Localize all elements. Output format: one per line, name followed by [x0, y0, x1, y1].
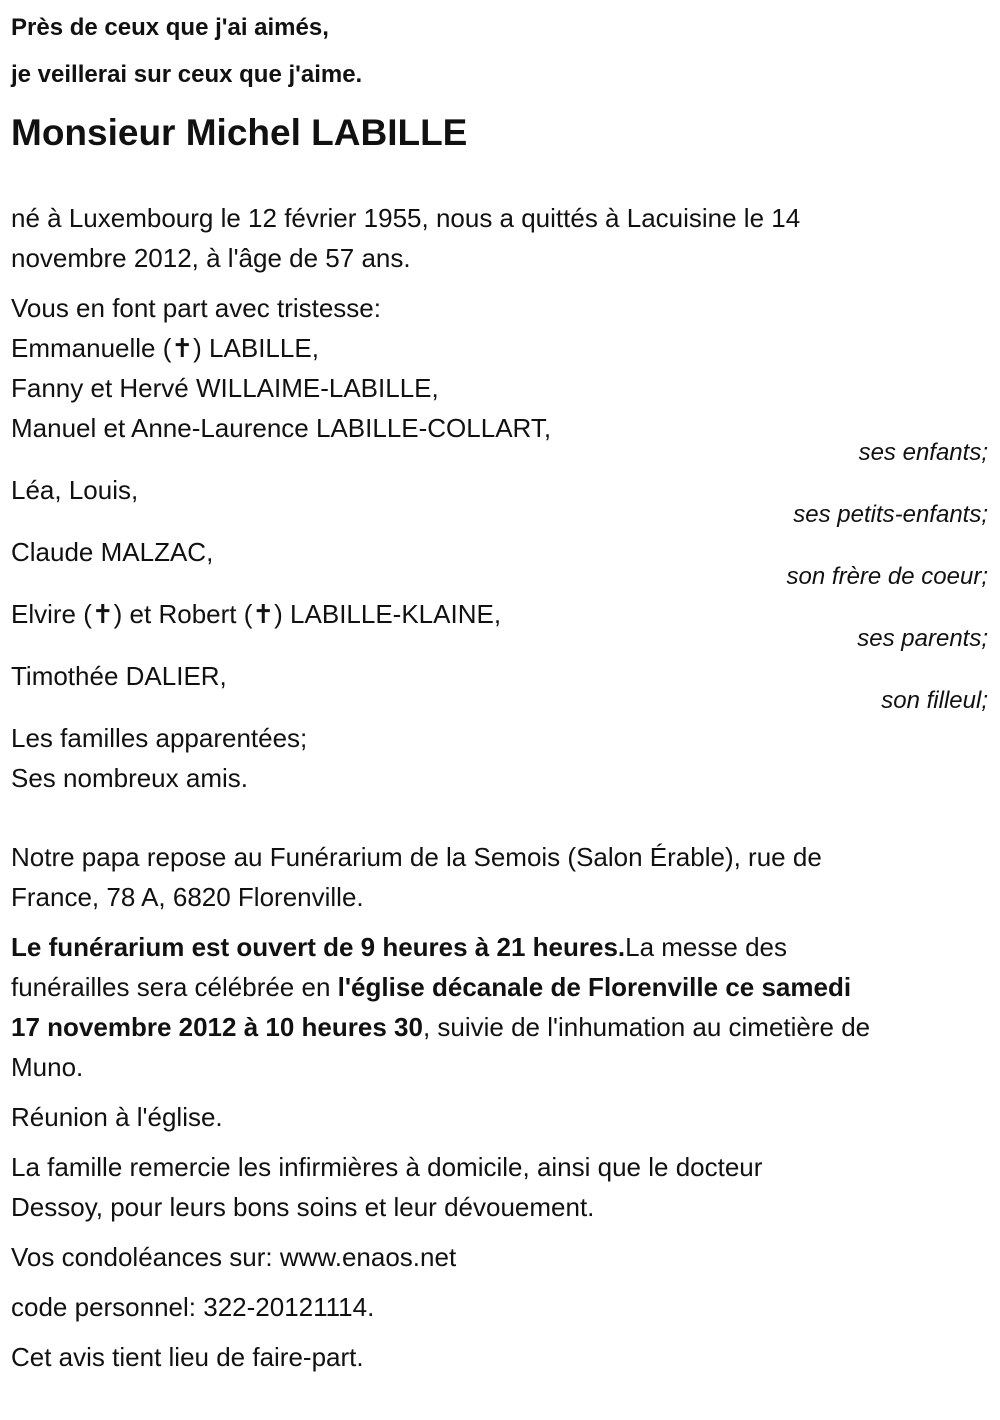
- personal-code: code personnel: 322-20121114.: [11, 1292, 375, 1322]
- text-line: Dessoy, pour leurs bons soins et leur dévouement.: [11, 1192, 595, 1222]
- relation-label: ses enfants;: [858, 439, 988, 466]
- quote-line: je veillerai sur ceux que j'aime.: [11, 61, 363, 88]
- family-names: Léa, Louis,: [11, 475, 139, 505]
- relation-label: son frère de coeur;: [786, 563, 988, 590]
- family-names: Timothée DALIER,: [11, 661, 227, 691]
- visiting-hours: Le funérarium est ouvert de 9 heures à 21 heures.: [11, 932, 626, 962]
- meeting-info: Réunion à l'église.: [11, 1102, 223, 1132]
- text-line: Ses nombreux amis.: [11, 763, 248, 793]
- text-line: Notre papa repose au Funérarium de la Semois (Salon Érable), rue de: [11, 842, 822, 872]
- church-location: l'église décanale de Florenville ce samedi: [337, 972, 852, 1002]
- text-segment: , suivie de l'inhumation au cimetière de: [422, 1012, 871, 1042]
- text-segment: funérailles sera célébrée en: [11, 972, 338, 1002]
- child-name: Fanny et Hervé WILLAIME-LABILLE,: [11, 373, 439, 403]
- text-line: né à Luxembourg le 12 février 1955, nous a quittés à Lacuisine le 14: [11, 203, 801, 233]
- text-line: France, 78 A, 6820 Florenville.: [11, 882, 364, 912]
- announce-line: Vous en font part avec tristesse:: [11, 293, 381, 323]
- text-line: novembre 2012, à l'âge de 57 ans.: [11, 243, 411, 273]
- birth-death-info: [11, 198, 988, 278]
- relation-label: ses petits-enfants;: [793, 501, 988, 528]
- closing-line: Cet avis tient lieu de faire-part.: [11, 1342, 364, 1372]
- child-name: Manuel et Anne-Laurence LABILLE-COLLART,: [11, 413, 552, 443]
- family-announcement: [11, 288, 988, 448]
- text-segment: Muno.: [11, 1052, 84, 1082]
- child-name: Emmanuelle (✝) LABILLE,: [11, 333, 319, 363]
- funeral-datetime: 17 novembre 2012 à 10 heures 30: [11, 1012, 423, 1042]
- funeral-details: [11, 927, 988, 1087]
- relation-label: ses parents;: [857, 625, 988, 652]
- family-names: Elvire (✝) et Robert (✝) LABILLE-KLAINE,: [11, 599, 502, 629]
- text-line: La famille remercie les infirmières à domicile, ainsi que le docteur: [11, 1152, 763, 1182]
- relation-label: son filleul;: [881, 687, 988, 714]
- thanks: [11, 1147, 988, 1227]
- rest-location: [11, 837, 988, 917]
- text-line: Les familles apparentées;: [11, 723, 308, 753]
- family-names: Claude MALZAC,: [11, 537, 214, 567]
- quote-line: Près de ceux que j'ai aimés,: [11, 14, 329, 41]
- condolences-link: Vos condoléances sur: www.enaos.net: [11, 1242, 457, 1272]
- deceased-name: Monsieur Michel LABILLE: [11, 112, 468, 153]
- epitaph-quote: [11, 0, 988, 98]
- other-relatives: [11, 718, 988, 798]
- text-segment: La messe des: [625, 932, 787, 962]
